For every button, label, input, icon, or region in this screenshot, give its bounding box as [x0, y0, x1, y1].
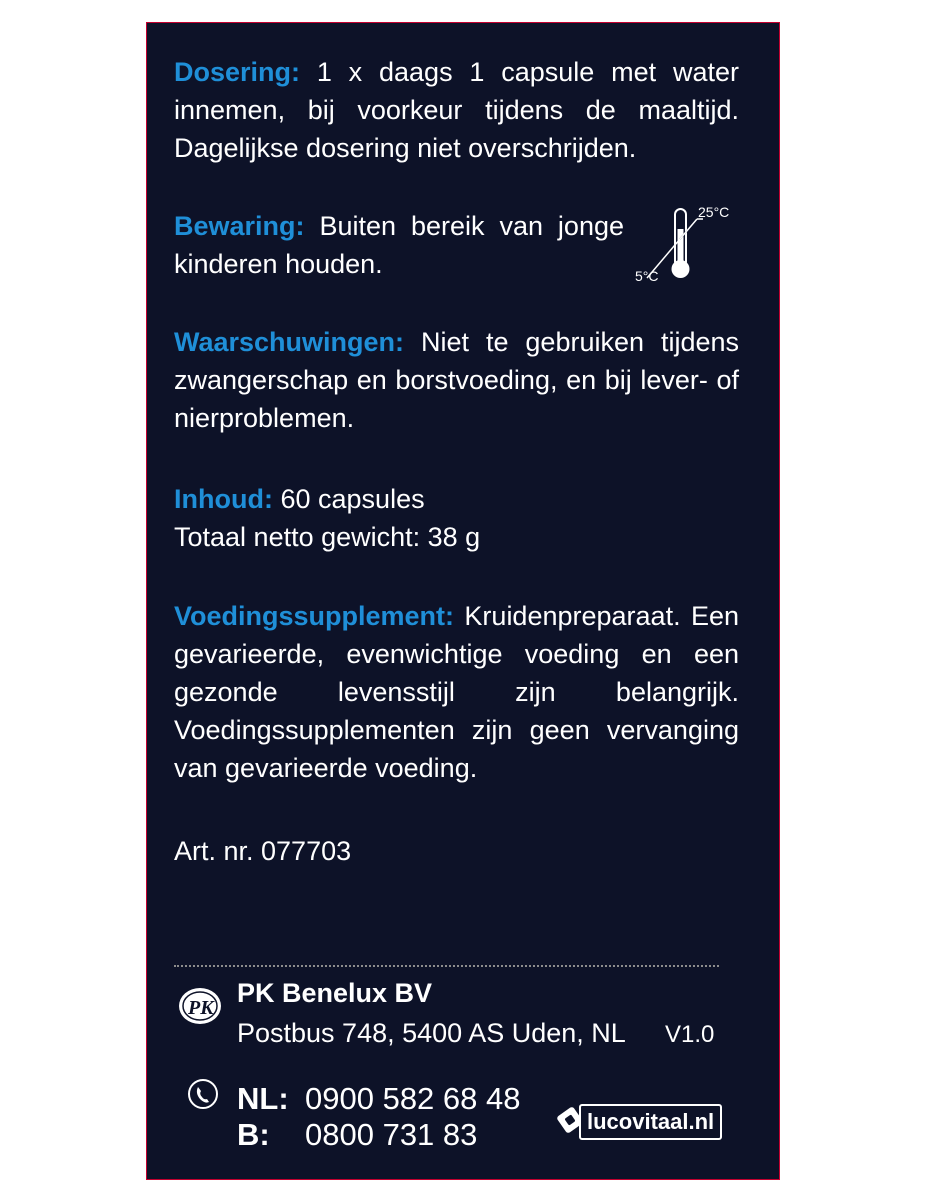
- temp-min-label: 5°C: [635, 268, 659, 284]
- storage-text: Buiten bereik van jonge kinderen houden.: [174, 211, 624, 279]
- warnings-label: Waarschuwingen:: [174, 327, 405, 357]
- warnings-section: [174, 323, 739, 437]
- article-number: Art. nr. 077703: [174, 836, 352, 866]
- lucovitaal-text: lucovitaal.nl: [579, 1104, 722, 1140]
- dosage-text: 1 x daags 1 capsule met water innemen, bij voorkeur tijdens de maaltijd. Dagelijkse dosering niet overschrijden.: [174, 57, 739, 163]
- version-label: V1.0: [665, 1021, 715, 1048]
- dotted-divider: [174, 965, 719, 967]
- phone-b-number[interactable]: 0800 731 83: [305, 1117, 478, 1152]
- warnings-text: Niet te gebruiken tijdens zwangerschap en borstvoeding, en bij lever- of nierproblemen.: [174, 327, 739, 433]
- dosage-label: Dosering:: [174, 57, 301, 87]
- thermometer-icon: [635, 203, 740, 288]
- storage-label: Bewaring:: [174, 211, 305, 241]
- supplement-label: Voedingssupplement:: [174, 601, 455, 631]
- company-name: PK Benelux BV: [237, 978, 433, 1008]
- phone-nl-country: NL:: [237, 1081, 289, 1116]
- storage-section: [174, 207, 624, 283]
- pk-logo-icon: [177, 985, 223, 1027]
- lucovitaal-logo[interactable]: [557, 1101, 723, 1141]
- net-weight: Totaal netto gewicht: 38 g: [174, 522, 481, 552]
- phone-nl-number[interactable]: 0900 582 68 48: [305, 1081, 521, 1116]
- supplement-text: Kruidenpreparaat. Een gevarieerde, evenwichtige voeding en een gezonde levensstijl zijn belangrijk. Voedingssupplementen zijn geen vervanging van gevarieerde voeding.: [174, 601, 739, 783]
- phone-icon: [187, 1078, 219, 1110]
- temp-max-label: 25°C: [698, 204, 730, 220]
- contents-text: 60 capsules: [280, 484, 425, 514]
- contents-section: [174, 480, 739, 556]
- product-label-panel: [146, 22, 780, 1180]
- dosage-section: [174, 53, 739, 167]
- phone-b-country: B:: [237, 1117, 270, 1152]
- company-address: Postbus 748, 5400 AS Uden, NL: [237, 1018, 626, 1048]
- supplement-section: [174, 597, 739, 787]
- contents-label: Inhoud:: [174, 484, 273, 514]
- pk-logo-text: PK: [188, 997, 214, 1019]
